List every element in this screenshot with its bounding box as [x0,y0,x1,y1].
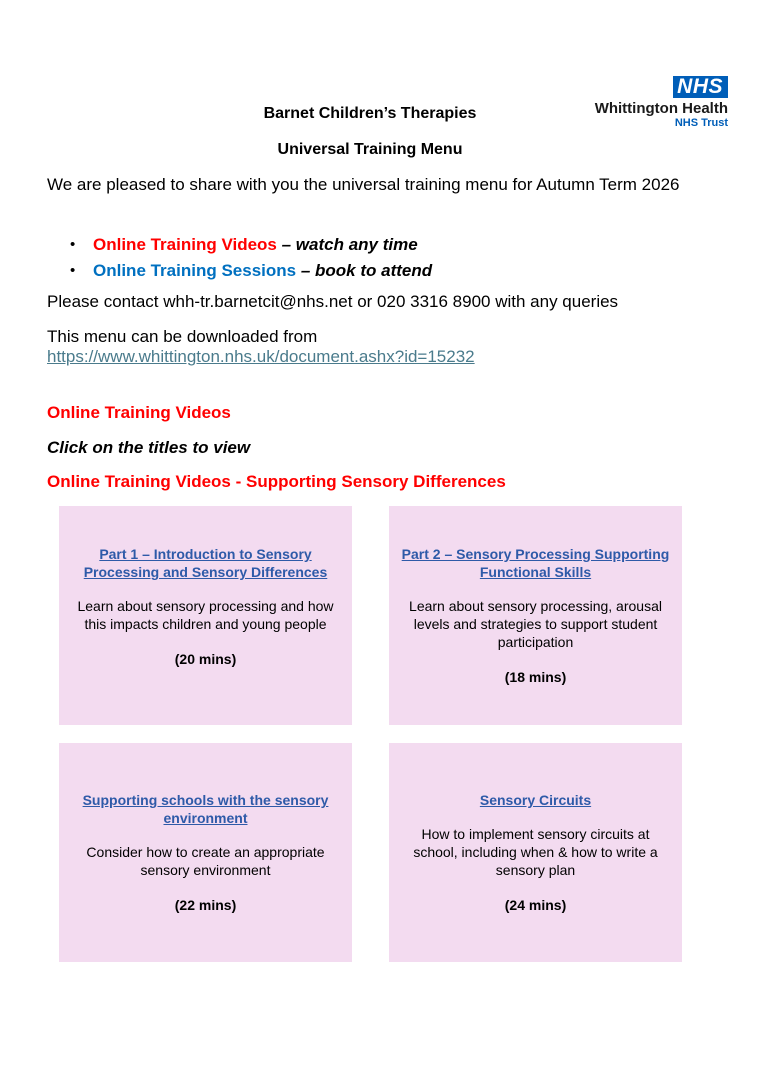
video-description: Learn about sensory processing and how this impacts children and young people [77,598,334,632]
list-item [70,258,432,284]
video-title-link[interactable]: Part 2 – Sensory Processing Supporting Functional Skills [401,546,670,580]
video-duration: (22 mins) [174,897,237,913]
video-description: Learn about sensory processing, arousal levels and strategies to support student participation [409,598,662,650]
video-description: Consider how to create an appropriate sensory environment [86,844,325,878]
nhs-badge: NHS [673,76,728,98]
bullet-list [70,232,432,284]
video-card [59,743,352,962]
video-duration: (18 mins) [504,669,567,685]
section-title-videos: Online Training Videos [47,403,231,422]
bullet-sessions-label: Online Training Sessions [93,261,297,280]
download-text: This menu can be downloaded from [47,327,318,346]
page-title: Barnet Children’s Therapies [263,105,477,122]
video-title-link[interactable]: Part 1 – Introduction to Sensory Processing and Sensory Differences [83,546,328,580]
video-description: How to implement sensory circuits at school, including when & how to write a sensory plan [413,826,658,878]
section-title-sensory: Online Training Videos - Supporting Sensory Differences [47,472,506,491]
bullet-sessions-note: – book to attend [296,261,433,280]
click-hint: Click on the titles to view [47,438,251,457]
logo-org-name: Whittington Health [594,100,728,117]
video-duration: (24 mins) [504,897,567,913]
logo-trust-name: NHS Trust [674,117,728,129]
intro-text: We are pleased to share with you the universal training menu for Autumn Term 2026 [47,175,680,194]
video-duration: (20 mins) [174,651,237,667]
video-title-link[interactable]: Sensory Circuits [479,792,592,808]
list-item [70,232,432,258]
page-subtitle: Universal Training Menu [277,141,463,158]
bullet-videos-note: – watch any time [276,235,418,254]
bullet-videos-label: Online Training Videos [93,235,277,254]
download-link[interactable]: https://www.whittington.nhs.uk/document.ashx?id=15232 [47,347,475,366]
contact-text: Please contact whh-tr.barnetcit@nhs.net or 020 3316 8900 with any queries [47,292,619,311]
video-card [389,506,682,725]
video-title-link[interactable]: Supporting schools with the sensory environment [82,792,329,826]
download-block [47,327,475,367]
video-card [389,743,682,962]
video-card [59,506,352,725]
